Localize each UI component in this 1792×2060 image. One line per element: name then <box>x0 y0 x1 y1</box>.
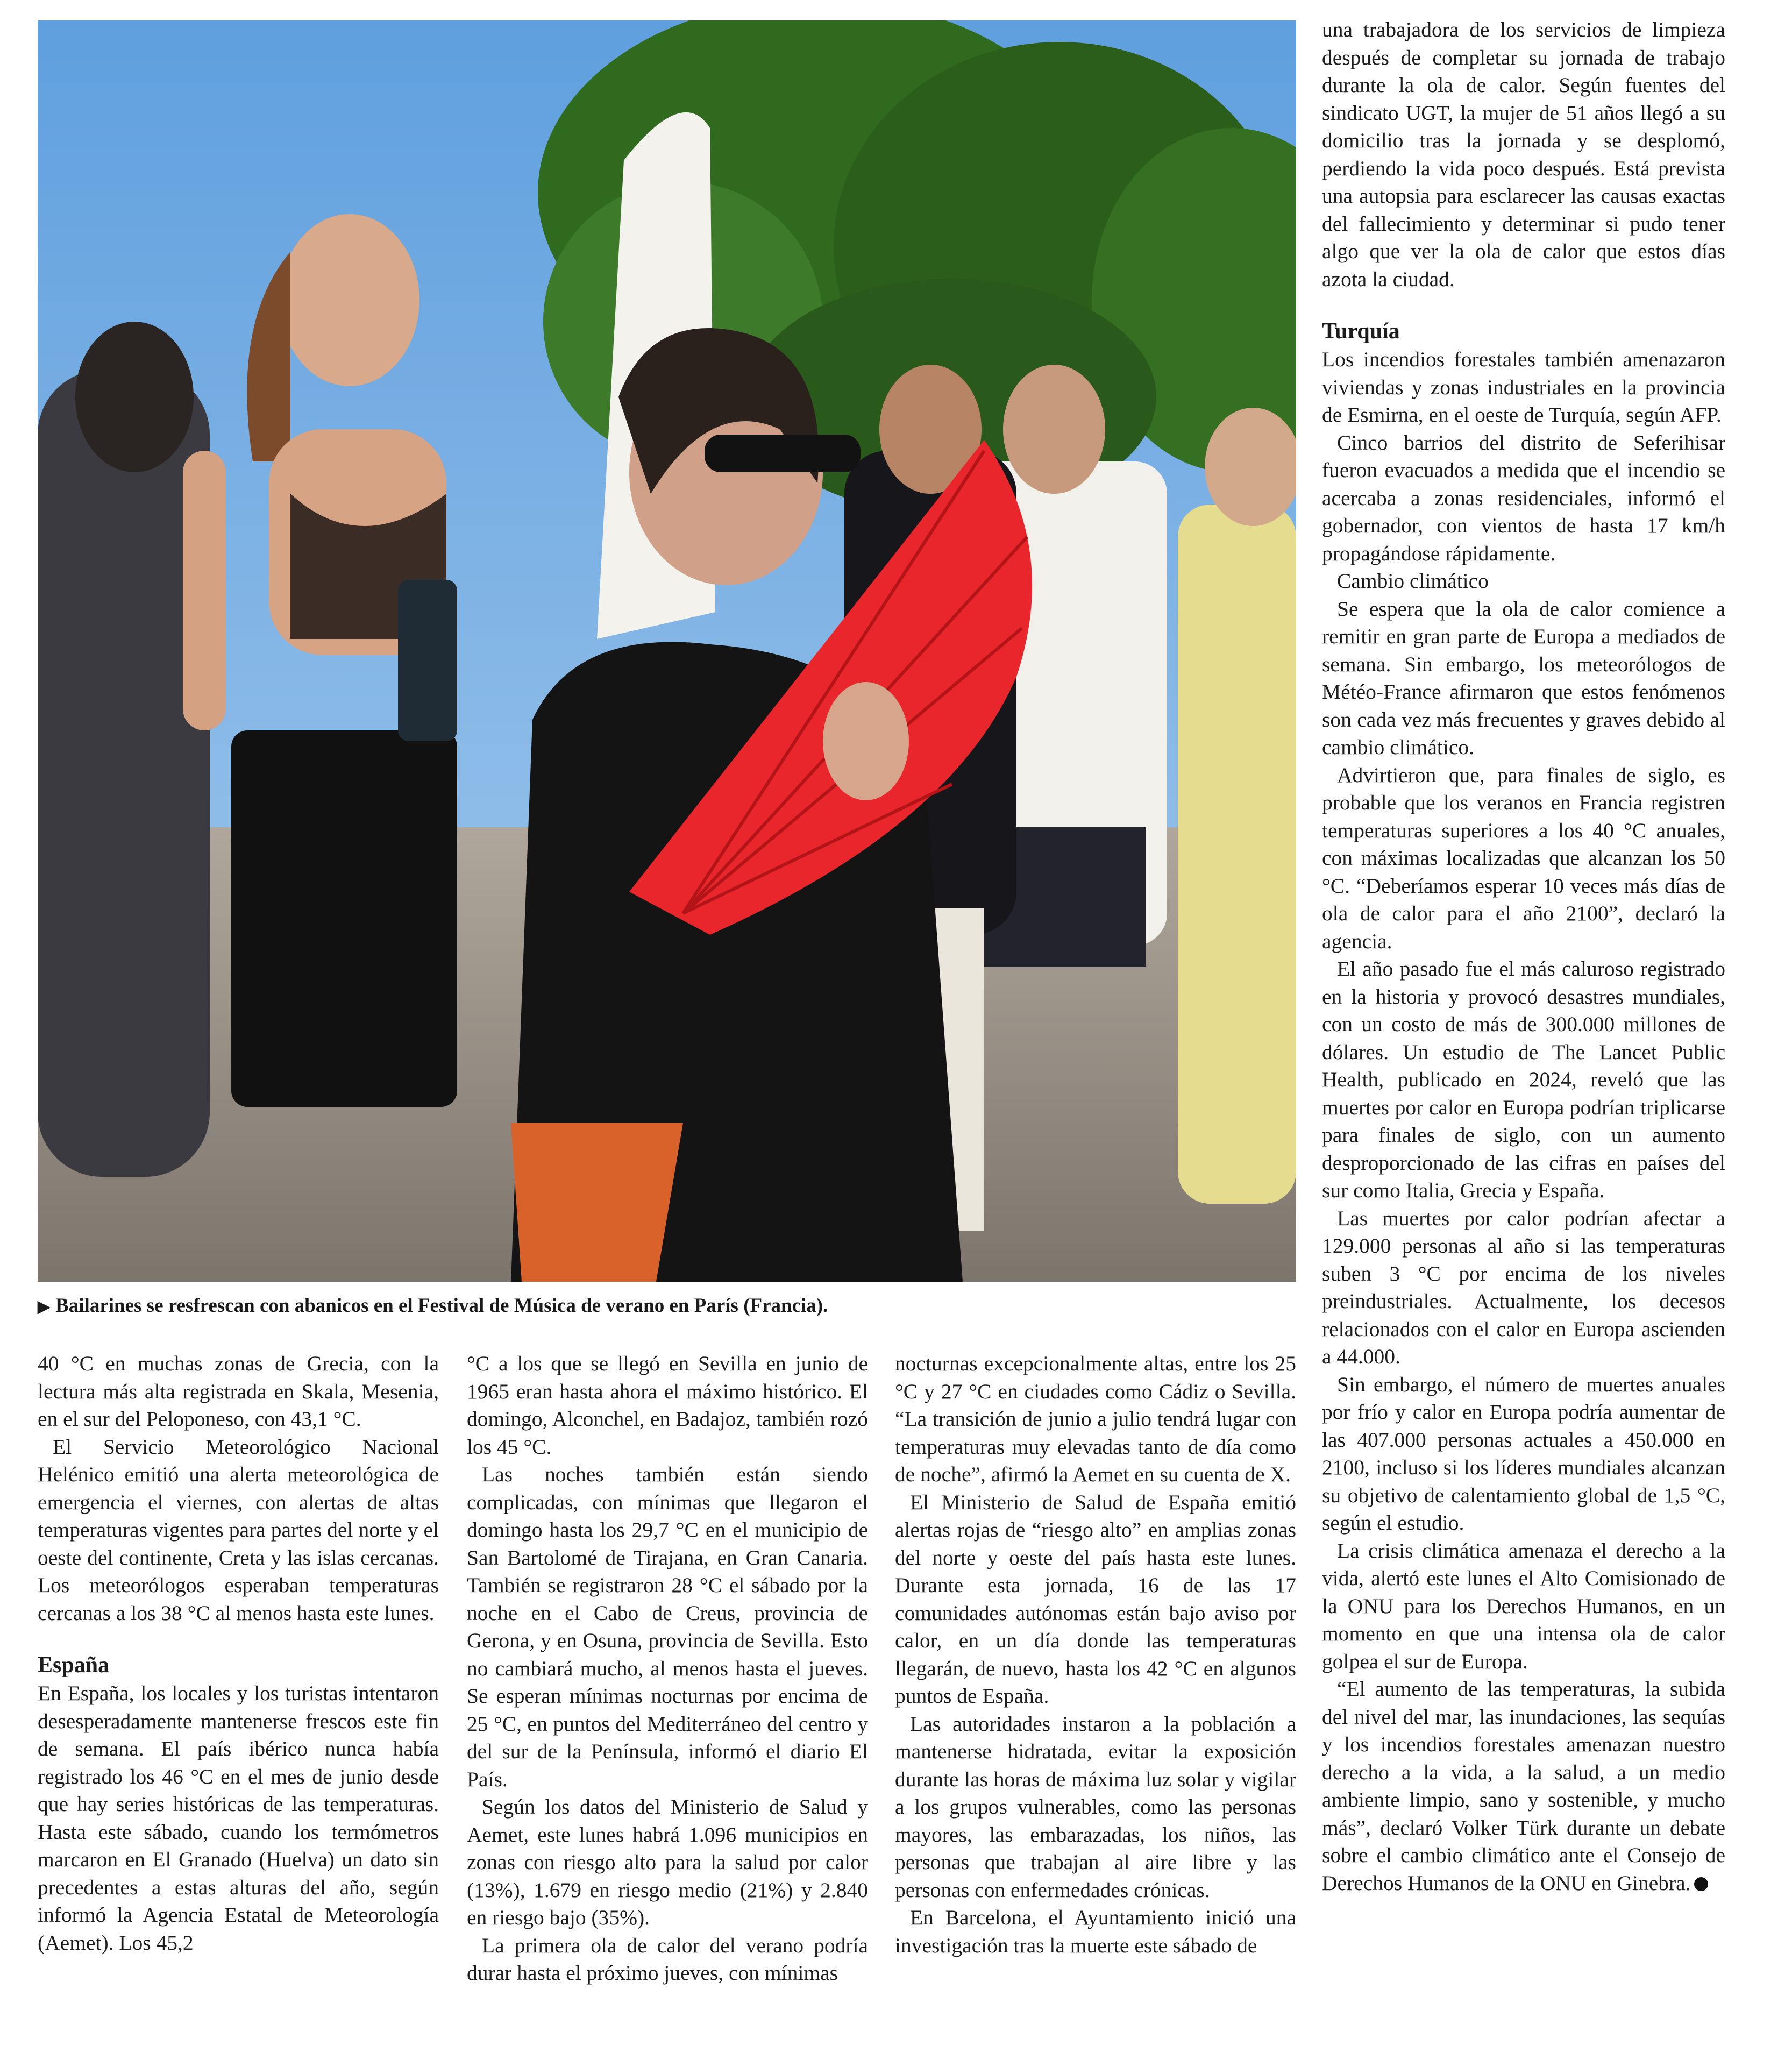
paragraph: Las noches también están siendo complicadas, con mínimas que llegaron el domingo hasta los 29,7 °C en el municipio de San Bartolomé de Tirajana, en Gran Canaria. También se registraron 28 °C el sábado por la noche en el Cabo de Creus, provincia de Gerona, y en Osuna, provincia de Sevilla. Esto no cambiará mucho, al menos hasta el jueves. Se esperan mínimas nocturnas por encima de 25 °C, en puntos del Mediterráneo del centro y del sur de la Península, informó el diario El País. <box>467 1462 868 1791</box>
paragraph: Sin embargo, el número de muertes anuales por frío y calor en Europa podría aumentar de las 407.000 personas actuales a 450.000 en 2100, incluso si los líderes mundiales alcanzan su objetivo de calentamiento global de 1,5 °C, según el estudio. <box>1322 1372 1725 1535</box>
paragraph: nocturnas excepcionalmente altas, entre los 25 °C y 27 °C en ciudades como Cádiz o Sevilla. “La transición de junio a julio tendrá lugar con temperaturas muy elevadas tanto de día como de noche”, afirmó la Aemet en su cuenta de X. <box>895 1352 1296 1486</box>
subheading-cambio-climatico: Cambio climático <box>1337 569 1489 593</box>
paragraph: Las autoridades instaron a la población a mantenerse hidratada, evitar la exposición durante las horas de máxima luz solar y vigilar a los grupos vulnerables, como las personas mayores, las embarazadas, los niños, las personas que trabajan al aire libre y las personas con enfermedades crónicas. <box>895 1711 1296 1902</box>
festival-photo-illustration <box>38 20 1296 1282</box>
paragraph: Se espera que la ola de calor comience a remitir en gran parte de Europa a mediados de semana. Sin embargo, los meteorólogos de Météo-France afirmaron que estos fenómenos son cada vez más frecuentes y graves debido al cambio climático. <box>1322 596 1725 759</box>
caption-arrow-icon: ▶ <box>38 1298 51 1316</box>
article-column-right <box>1322 16 1725 1897</box>
article-column-b <box>467 1350 868 1987</box>
paragraph: °C a los que se llegó en Sevilla en junio de 1965 eran hasta ahora el máximo histórico. El domingo, Alconchel, en Badajoz, también rozó los 45 °C. <box>467 1352 868 1459</box>
end-of-article-icon <box>1694 1877 1708 1891</box>
paragraph: La primera ola de calor del verano podría durar hasta el próximo jueves, con mínimas <box>467 1933 868 1985</box>
paragraph-final <box>1322 1675 1725 1897</box>
paragraph: Los incendios forestales también amenazaron viviendas y zonas industriales en la provincia de Esmirna, en el oeste de Turquía, según AFP. <box>1322 347 1725 427</box>
section-heading-turquia: Turquía <box>1322 319 1400 344</box>
paragraph: El Servicio Meteorológico Nacional Helénico emitió una alerta meteorológica de emergencia el viernes, con alertas de altas temperaturas vigentes para partes del norte y el oeste del continente, Creta y las islas cercanas. Los meteorólogos esperaban temperaturas cercanas a los 38 °C al menos hasta este lunes. <box>38 1434 439 1625</box>
paragraph-final-text: “El aumento de las temperaturas, la subida del nivel del mar, las inundaciones, las sequías y los incendios forestales amenazan nuestro derecho a la vida, a la salud, a un medio ambiente limpio, sano y sostenible, y mucho más”, declaró Volker Türk durante un debate sobre el cambio climático ante el Consejo de Derechos Humanos de la ONU en Ginebra. <box>1322 1677 1725 1895</box>
paragraph: La crisis climática amenaza el derecho a la vida, alertó este lunes el Alto Comisionado de la ONU para los Derechos Humanos, en un momento en que una intensa ola de calor golpea el sur de Europa. <box>1322 1538 1725 1673</box>
paragraph: En Barcelona, el Ayuntamiento inició una investigación tras la muerte este sábado de <box>895 1906 1296 1957</box>
article-column-a <box>38 1350 439 1957</box>
paragraph: 40 °C en muchas zonas de Grecia, con la lectura más alta registrada en Skala, Mesenia, en el sur del Peloponeso, con 43,1 °C. <box>38 1352 439 1431</box>
section-heading-espana: España <box>38 1653 110 1678</box>
paragraph: En España, los locales y los turistas intentaron desesperadamente mantenerse frescos este fin de semana. El país ibérico nunca había registrado los 46 °C en el mes de junio desde que hay series históricas de las temperaturas. Hasta este sábado, cuando los termómetros marcaron en El Granado (Huelva) un dato sin precedentes a estas alturas del año, según informó la Agencia Estatal de Meteorología (Aemet). Los 45,2 <box>38 1681 439 1955</box>
photo-caption <box>38 1292 1296 1321</box>
article-column-c <box>895 1350 1296 1959</box>
paragraph: Cinco barrios del distrito de Seferihisar fueron evacuados a medida que el incendio se acercaba a zonas residenciales, informó el gobernador, con vientos de hasta 17 km/h propagándose rápidamente. <box>1322 430 1725 565</box>
news-photo <box>38 20 1296 1282</box>
paragraph: Las muertes por calor podrían afectar a 129.000 personas al año si las temperaturas suben 3 °C por encima de los niveles preindustriales. Actualmente, los decesos relacionados con el calor en Europa ascienden a 44.000. <box>1322 1206 1725 1368</box>
paragraph: Según los datos del Ministerio de Salud y Aemet, este lunes habrá 1.096 municipios en zonas con riesgo alto para la salud por calor (13%), 1.679 en riesgo medio (21%) y 2.840 en riesgo bajo (35%). <box>467 1795 868 1929</box>
caption-text: Bailarines se resfrescan con abanicos en el Festival de Música de verano en París (Francia). <box>55 1295 828 1317</box>
paragraph: una trabajadora de los servicios de limpieza después de completar su jornada de trabajo durante la ola de calor. Según fuentes del sindicato UGT, la mujer de 51 años llegó a su domicilio tras la jornada y se desplomó, perdiendo la vida poco después. Está prevista una autopsia para esclarecer las causas exactas del fallecimiento y determinar si pudo tener algo que ver la ola de calor que estos días azota la ciudad. <box>1322 18 1725 291</box>
paragraph: El Ministerio de Salud de España emitió alertas rojas de “riesgo alto” en amplias zonas del norte y oeste del país hasta este lunes. Durante esta jornada, 16 de las 17 comunidades autónomas están bajo aviso por calor, en un día donde las temperaturas llegarán, de nuevo, hasta los 42 °C en algunos puntos de España. <box>895 1490 1296 1708</box>
paragraph: El año pasado fue el más caluroso registrado en la historia y provocó desastres mundiales, con un costo de más de 300.000 millones de dólares. Un estudio de The Lancet Public Health, publicado en 2024, reveló que las muertes por calor en Europa podrían triplicarse para finales de siglo, con un aumento desproporcionado de las cifras en países del sur como Italia, Grecia y España. <box>1322 957 1725 1202</box>
paragraph: Advirtieron que, para finales de siglo, es probable que los veranos en Francia registren temperaturas superiores a los 40 °C anuales, con máximas localizadas que alcanzan los 50 °C. “Deberíamos esperar 10 veces más días de ola de calor para el año 2100”, declaró la agencia. <box>1322 763 1725 953</box>
